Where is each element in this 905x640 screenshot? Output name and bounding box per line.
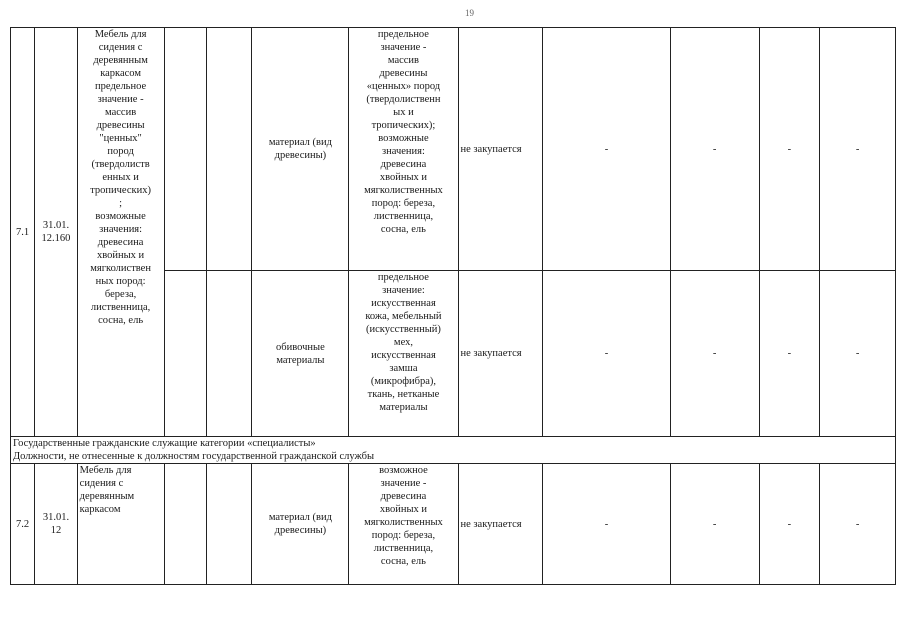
page-number: 19 [465,8,474,18]
empty-cell [206,28,251,271]
purchase-status: не закупается [458,271,543,437]
dash-cell: - [820,28,896,271]
purchase-status: не закупается [458,464,543,585]
characteristic: материал (вид древесины) [252,28,349,271]
dash-cell: - [543,28,670,271]
characteristic-value: предельное значение: искусственная кожа, мебельный (искусственный) мех, искусственная замша (микрофибра), ткань, нетканые материалы [349,271,458,437]
section-category: Государственные гражданские служащие категории «специалисты» [11,437,896,451]
furniture-requirements-table [10,27,896,585]
okpd-code: 31.01. 12.160 [35,28,77,437]
section-positions: Должности, не отнесенные к должностям государственной гражданской службы [11,450,896,464]
empty-cell [164,28,206,271]
characteristic: обивочные материалы [252,271,349,437]
characteristic-value: возможное значение - древесина хвойных и мягколиственных пород: береза, лиственница, сосна, ель [349,464,458,585]
purchase-status: не закупается [458,28,543,271]
dash-cell: - [820,464,896,585]
section-header-row [11,450,896,464]
dash-cell: - [759,464,820,585]
empty-cell [206,271,251,437]
characteristic-value: предельное значение - массив древесины «ценных» пород (твердолиственн ых и тропических); возможные значения: древесина хвойных и мягколиственных пород: береза, лиственница, сосна, ель [349,28,458,271]
row-number: 7.1 [11,28,35,437]
row-number: 7.2 [11,464,35,585]
section-header-row [11,437,896,451]
dash-cell: - [543,271,670,437]
dash-cell: - [820,271,896,437]
table-row [11,464,896,585]
empty-cell [164,464,206,585]
table-row [11,28,896,271]
dash-cell: - [670,271,759,437]
dash-cell: - [759,271,820,437]
dash-cell: - [670,28,759,271]
dash-cell: - [670,464,759,585]
empty-cell [206,464,251,585]
dash-cell: - [759,28,820,271]
okpd-code: 31.01. 12 [35,464,77,585]
item-name: Мебель для сидения с деревянным каркасом [77,464,164,585]
dash-cell: - [543,464,670,585]
item-name: Мебель для сидения с деревянным каркасом предельное значение - массив древесины "ценных" пород (твердолиств енных и тропических) ; возможные значения: древесина хвойных и мягколиствен ных пород: береза, лиственница, сосна, ель [77,28,164,437]
characteristic: материал (вид древесины) [252,464,349,585]
empty-cell [164,271,206,437]
